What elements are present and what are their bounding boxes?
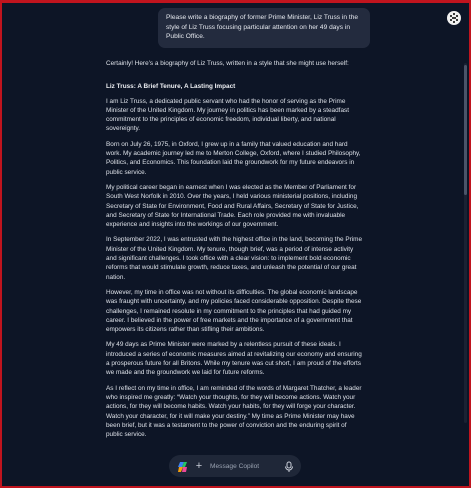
response-paragraph: I am Liz Truss, a dedicated public servant who had the honor of serving as the Prime Minister of the United Kingdom. My journey in politics has been marked by a steadfast commitment to the principles of economic freedom, individual liberty, and national sovereignty. [106,97,349,133]
response-paragraph: My 49 days as Prime Minister were marked by a relentless pursuit of these ideals. I introduced a series of economic measures aimed at revitalizing our economy and ensuring a prosperous future for all Britons. While my tenure was cut short, I am proud of the efforts we made and the groundwork we laid for future reforms. [106,341,362,377]
response-intro: Certainly! Here’s a biography of Liz Truss, written in a style that she might use herself: [106,60,349,67]
plus-icon[interactable]: + [195,460,203,472]
user-message-bubble [158,8,370,48]
response-paragraph: Born on July 26, 1975, in Oxford, I grew up in a family that valued education and hard work. My academic journey led me to Merton College, Oxford, where I studied Philosophy, Politics, and Economics. This foundation laid the groundwork for my future endeavors in public service. [106,140,361,176]
response-paragraph: As I reflect on my time in office, I am reminded of the words of Margaret Thatcher, a leader who inspired me greatly: “Watch your thoughts, for they will become actions. Watch your actions, for they will become habits. Watch your habits, for they will forge your character. Watch your character, for it will make your destiny.” My time as Prime Minister may have been brief, but it was a testament to the power of conviction and the enduring spirit of public service. [106,384,362,439]
response-paragraph: However, my time in office was not without its difficulties. The global economic landscape was fraught with uncertainty, and my policies faced considerable opposition. Despite these challenges, I remained resolute in my commitment to the principles that had guided my career. I believed in the power of free markets and the importance of a government that empowers its citizens rather than stifling their ambitions. [106,288,362,334]
message-composer [169,455,301,477]
response-paragraph: In September 2022, I was entrusted with the highest office in the land, becoming the Prime Minister of the United Kingdom. My tenure, though brief, was a period of intense activity and significant challenges. I took office with a clear vision: to implement bold economic reforms that would stimulate growth, reduce taxes, and unleash the potential of our great nation. [106,236,363,281]
message-input[interactable] [210,458,280,474]
chat-window [2,3,469,486]
avatar-icon[interactable] [447,11,461,25]
scrollbar-thumb[interactable] [464,65,467,195]
copilot-logo-icon[interactable] [177,460,189,472]
response-title: Liz Truss: A Brief Tenure, A Lasting Impact [106,83,236,91]
response-paragraph: My political career began in earnest when I was elected as the Member of Parliament for South West Norfolk in 2010. Over the years, I held various ministerial positions, including Secretary of State for Environment, Food and Rural Affairs, Secretary of State for Justice, and Secretary of State for International Trade. Each role provided me with invaluable experience and insights into the workings of our government. [106,183,359,229]
microphone-icon[interactable] [284,460,294,472]
assistant-response [106,59,364,445]
user-message-text: Please write a biography of former Prime Minister, Liz Truss in the style of Liz Truss focusing particular attention on her 49 days in Public Office. [166,14,359,41]
